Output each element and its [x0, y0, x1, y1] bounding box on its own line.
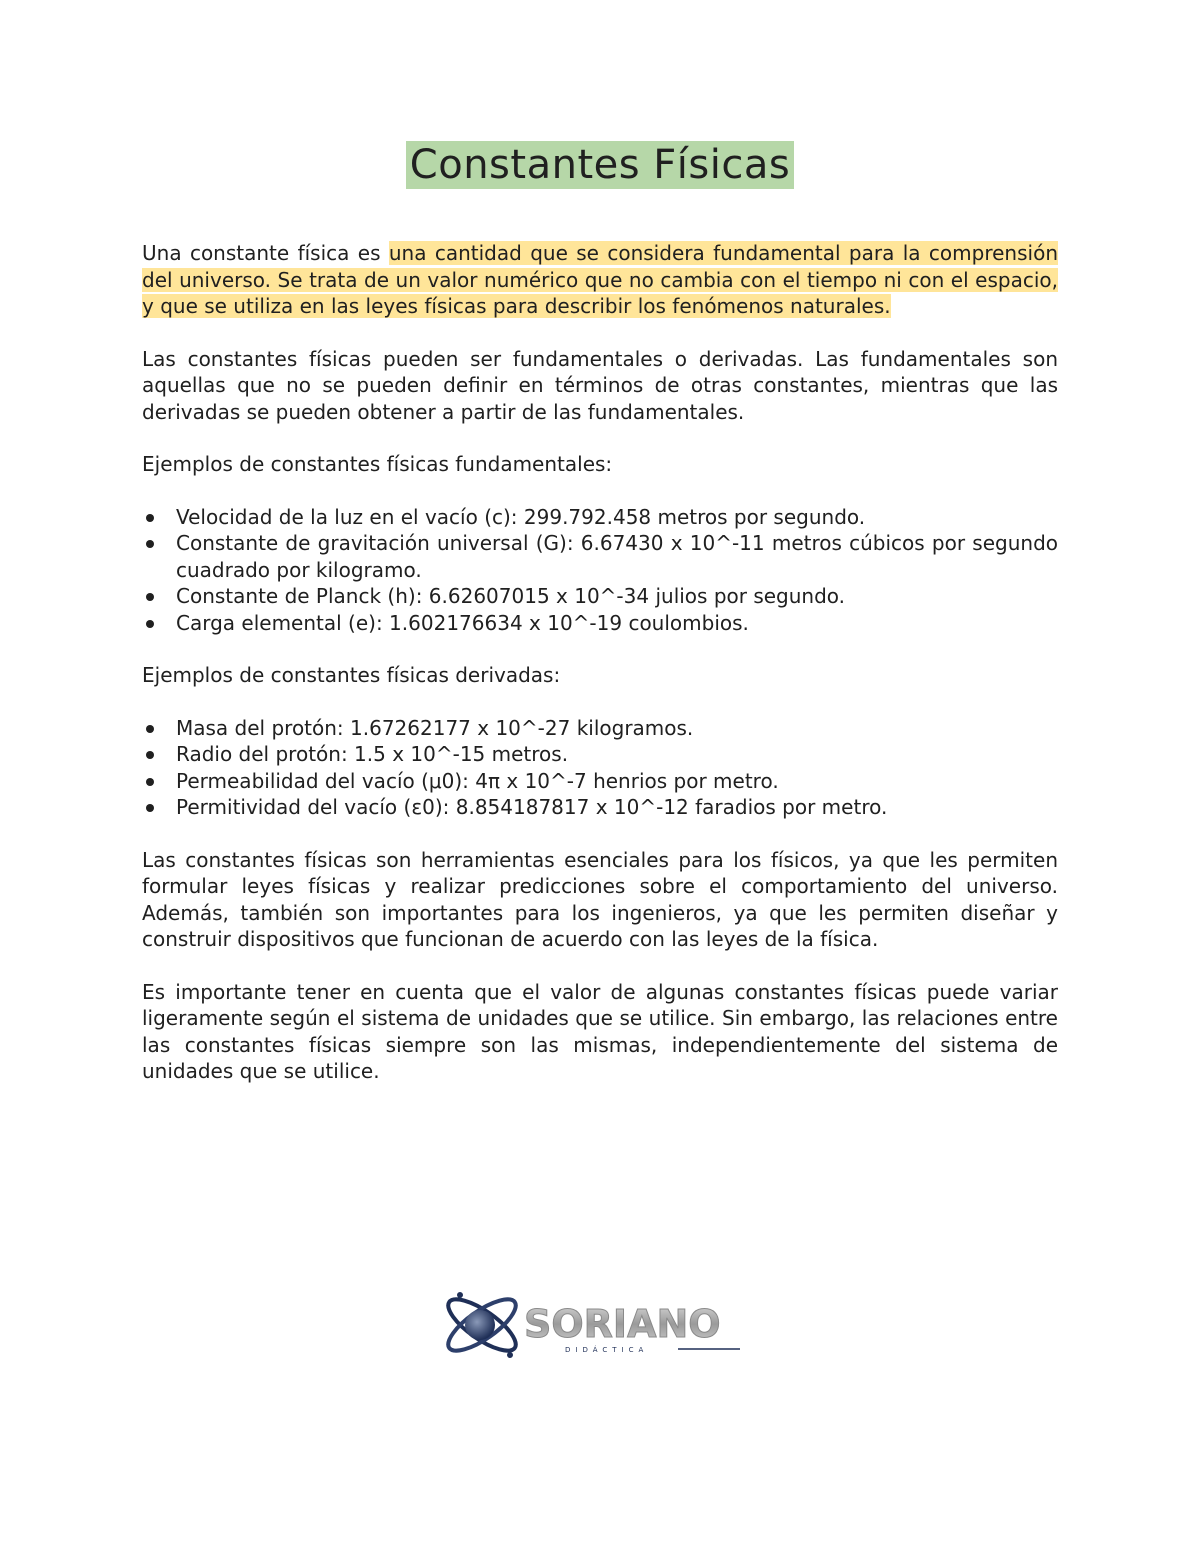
derived-heading: Ejemplos de constantes físicas derivadas: — [142, 663, 561, 687]
constant-label: Carga elemental (e): — [176, 610, 383, 635]
constant-label: Velocidad de la luz en el vacío (c): — [176, 504, 518, 529]
importance-paragraph: Las constantes físicas son herramientas esenciales para los físicos, ya que les permiten formular leyes físicas y realizar predicciones sobre el comportamiento del universo. Además, también son importantes para los ingenieros, ya que les permiten diseñar y construir dispositivos que funcionan de acuerdo con las leyes de la física. — [142, 847, 1058, 951]
list-item — [176, 794, 1058, 821]
derived-list — [142, 715, 1058, 821]
constant-value: 1.67262177 x 10^-27 kilogramos. — [343, 715, 694, 740]
list-item — [176, 504, 1058, 531]
intro-highlight: una cantidad que se considera fundamental para la comprensión del universo. Se trata de un valor numérico que no cambia con el tiempo ni con el espacio, y que se utiliza en las leyes físicas para describir los fenómenos naturales. — [142, 241, 1058, 318]
list-item — [176, 610, 1058, 637]
fundamental-heading: Ejemplos de constantes físicas fundamentales: — [142, 452, 613, 476]
atom-icon — [441, 1291, 523, 1360]
bullet-icon — [146, 778, 154, 786]
logo-wordmark: SORIANO — [524, 1302, 721, 1346]
constant-value: 6.62607015 x 10^-34 julios por segundo. — [422, 584, 846, 608]
bullet-icon — [146, 620, 154, 628]
units-paragraph: Es importante tener en cuenta que el valor de algunas constantes físicas puede variar ligeramente según el sistema de unidades que se utilice. Sin embargo, las relaciones entre las constantes físicas siempre son las mismas, independientemente del sistema de unidades que se utilice. — [142, 979, 1058, 1083]
constant-label: Constante de gravitación universal (G): — [176, 531, 574, 555]
constant-value: 1.5 x 10^-15 metros. — [347, 742, 569, 766]
intro-text: Una constante física es — [142, 241, 389, 265]
constant-label: Permeabilidad del vacío (μ0): — [176, 768, 469, 793]
bullet-icon — [146, 593, 154, 601]
constant-label: Masa del protón: — [176, 715, 344, 740]
constant-value: 4π x 10^-7 henrios por metro. — [468, 768, 779, 793]
list-item — [176, 583, 1058, 610]
constant-value: 1.602176634 x 10^-19 coulombios. — [382, 610, 749, 635]
constant-label: Radio del protón: — [176, 742, 348, 766]
list-item — [176, 741, 1058, 768]
logo-subtitle: DIDÁCTICA — [565, 1346, 649, 1354]
bullet-icon — [146, 540, 154, 548]
list-item — [176, 530, 1058, 583]
bullet-icon — [146, 751, 154, 759]
constant-value: 6.67430 x 10^-11 metros cúbicos por segundo cuadrado por kilogramo. — [176, 531, 1058, 582]
constant-label: Permitividad del vacío (ε0): — [176, 795, 450, 819]
fundamental-list — [142, 504, 1058, 637]
document-body — [142, 240, 1058, 1085]
bullet-icon — [146, 804, 154, 812]
intro-paragraph — [142, 240, 1058, 320]
list-item — [176, 715, 1058, 742]
bullet-icon — [146, 725, 154, 733]
document-title: Constantes Físicas — [406, 141, 794, 189]
constant-label: Constante de Planck (h): — [176, 584, 423, 608]
list-item — [176, 768, 1058, 795]
constant-value: 299.792.458 metros por segundo. — [517, 504, 866, 529]
soriano-logo — [440, 1275, 750, 1375]
bullet-icon — [146, 514, 154, 522]
constant-value: 8.854187817 x 10^-12 faradios por metro. — [449, 795, 888, 819]
types-paragraph: Las constantes físicas pueden ser fundamentales o derivadas. Las fundamentales son aquellas que no se pueden definir en términos de otras constantes, mientras que las derivadas se pueden obtener a partir de las fundamentales. — [142, 346, 1058, 424]
